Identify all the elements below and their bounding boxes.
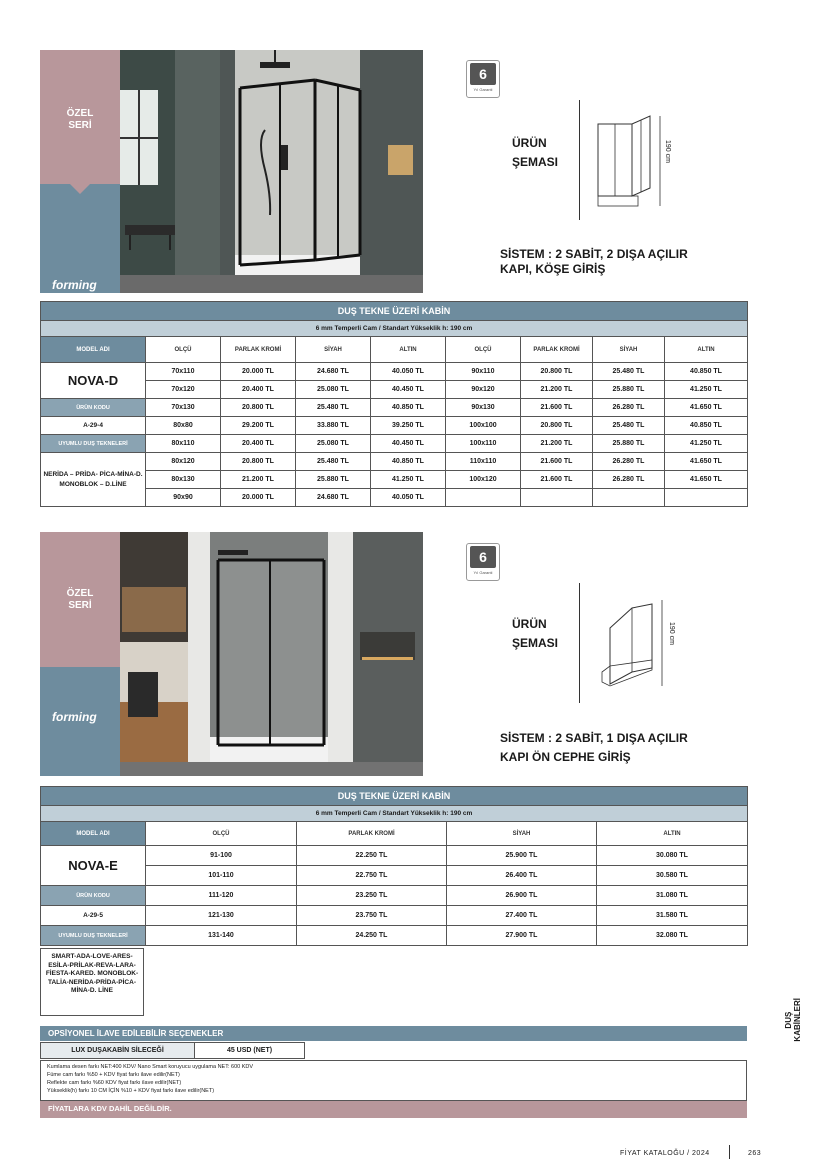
arrow-shape xyxy=(70,184,90,194)
header-black: SİYAH xyxy=(296,337,371,363)
footer-divider xyxy=(729,1145,730,1159)
options-header: OPSİYONEL İLAVE EDİLEBİLİR SEÇENEKLER xyxy=(40,1026,747,1041)
header-model: MODEL ADI xyxy=(41,337,146,363)
table-row: A-29-4 80x80 29.200 TL 33.880 TL 39.250 TL 100x100 20.800 TL 25.480 TL 40.850 TL xyxy=(41,417,748,435)
table-row: UYUMLU DUŞ TEKNELERİ 80x110 20.400 TL 25.080 TL 40.450 TL 100x110 21.200 TL 25.880 TL 41.250 TL xyxy=(41,435,748,453)
special-series-label: ÖZEL SERİ xyxy=(40,532,120,667)
height-label-1: 190 cm xyxy=(664,140,671,163)
header-model: MODEL ADI xyxy=(41,822,146,846)
table-subtitle: 6 mm Temperli Cam / Standart Yükseklik h: 190 cm xyxy=(41,806,748,822)
divider-line-2 xyxy=(579,583,580,703)
model-name: NOVA-D xyxy=(41,363,146,399)
header-gold: ALTIN xyxy=(597,822,748,846)
cabin-diagram-1 xyxy=(595,112,675,212)
table-title: DUŞ TEKNE ÜZERİ KABİN xyxy=(41,302,748,321)
header-chrome: PARLAK KROMİ xyxy=(297,822,447,846)
page-number: 263 xyxy=(748,1150,762,1157)
product-photo-2 xyxy=(120,532,423,776)
table-title: DUŞ TEKNE ÜZERİ KABİN xyxy=(41,787,748,806)
product-code: A-29-5 xyxy=(41,906,146,926)
table-subtitle: 6 mm Temperli Cam / Standart Yükseklik h: 190 cm xyxy=(41,321,748,337)
compatible-trays-label: UYUMLU DUŞ TEKNELERİ xyxy=(41,926,146,946)
special-series-label: ÖZEL SERİ xyxy=(40,50,120,184)
divider-line-1 xyxy=(579,100,580,220)
option-label: LUX DUŞAKABİN SİLECEĞİ xyxy=(40,1042,195,1059)
table-row: NOVA-D 70x110 20.000 TL 24.680 TL 40.050 TL 90x110 20.800 TL 25.480 TL 40.850 TL xyxy=(41,363,748,381)
product-code: A-29-4 xyxy=(41,417,146,435)
compatible-trays-2: SMART-ADA-LOVE-ARES-ESİLA-PRİLAK-REVA-LARA-FİESTA-KARED. MONOBLOK-TALİA-NERİDA-PRİDA-PİCA-MİNA-D. LİNE xyxy=(40,948,144,1016)
shower-cabin-photo-2 xyxy=(120,532,423,776)
side-category-label: DUŞ KABİNLERİ xyxy=(784,998,802,1042)
product-schema-label-1: ÜRÜN ŞEMASI xyxy=(512,136,559,169)
system-description-1: SİSTEM : 2 SABİT, 2 DIŞA AÇILIR KAPI, KÖŞE GİRİŞ xyxy=(500,247,688,276)
warranty-badge-2: 6 Yıl Garanti xyxy=(466,543,500,581)
system-description-2: SİSTEM : 2 SABİT, 1 DIŞA AÇILIR KAPI ÖN CEPHE GİRİŞ xyxy=(500,731,688,764)
header-chrome: PARLAK KROMİ xyxy=(221,337,296,363)
series-badge-1 xyxy=(40,50,120,293)
brand-logo: forming xyxy=(52,278,97,292)
catalog-footer: FİYAT KATALOĞU / 2024 xyxy=(620,1150,710,1157)
table-row: ÜRÜN KODU 70x130 20.800 TL 25.480 TL 40.850 TL 90x130 21.600 TL 26.280 TL 41.650 TL xyxy=(41,399,748,417)
brand-logo: forming xyxy=(52,710,97,724)
header-black: SİYAH xyxy=(447,822,597,846)
table-row: 101-110 22.750 TL 26.400 TL 30.580 TL xyxy=(41,866,748,886)
height-label-2: 190 cm xyxy=(668,622,675,645)
series-badge-2 xyxy=(40,532,120,776)
header-size-2: OLÇÜ xyxy=(446,337,521,363)
header-gold-2: ALTIN xyxy=(665,337,748,363)
product-schema-label-2: ÜRÜN ŞEMASI xyxy=(512,617,559,650)
price-table-2 xyxy=(40,786,748,946)
vat-note: FİYATLARA KDV DAHİL DEĞİLDİR. xyxy=(40,1101,747,1118)
brand-panel xyxy=(40,184,120,293)
table-row: ÜRÜN KODU 111-120 23.250 TL 26.900 TL 31.080 TL xyxy=(41,886,748,906)
header-size: OLÇÜ xyxy=(146,822,297,846)
option-item xyxy=(40,1042,747,1059)
table-row: 90x90 20.000 TL 24.680 TL 40.050 TL xyxy=(41,489,748,507)
header-black-2: SİYAH xyxy=(593,337,665,363)
table-row: 70x120 20.400 TL 25.080 TL 40.450 TL 90x120 21.200 TL 25.880 TL 41.250 TL xyxy=(41,381,748,399)
model-name: NOVA-E xyxy=(41,846,146,886)
table-row: A-29-5 121-130 23.750 TL 27.400 TL 31.580 TL xyxy=(41,906,748,926)
option-price: 45 USD (NET) xyxy=(195,1042,305,1059)
table-row: NERİDA – PRİDA- PİCA-MİNA-D. MONOBLOK – D.LİNE 80x120 20.800 TL 25.480 TL 40.850 TL 110x110 21.600 TL 26.280 TL 41.650 TL xyxy=(41,453,748,471)
price-table-1 xyxy=(40,301,748,507)
header-size: OLÇÜ xyxy=(146,337,221,363)
shower-cabin-photo-1 xyxy=(120,50,423,293)
product-photo-1 xyxy=(120,50,423,293)
product-code-label: ÜRÜN KODU xyxy=(41,886,146,906)
compatible-trays: NERİDA – PRİDA- PİCA-MİNA-D. MONOBLOK – D.LİNE xyxy=(41,453,146,507)
compatible-trays-label: UYUMLU DUŞ TEKNELERİ xyxy=(41,435,146,453)
table-row: UYUMLU DUŞ TEKNELERİ 131-140 24.250 TL 27.900 TL 32.080 TL xyxy=(41,926,748,946)
warranty-badge-1: 6 Yıl Garanti xyxy=(466,60,500,98)
header-gold: ALTIN xyxy=(371,337,446,363)
cabin-diagram-2 xyxy=(590,598,670,693)
table-row: NOVA-E 91-100 22.250 TL 25.900 TL 30.080 TL xyxy=(41,846,748,866)
options-notes: Kumlama desen farkı NET:400 KDV/ Nano Smart koruyucu uygulama NET: 600 KDV Füme cam farkı %50 + KDV fiyat farkı ilave edilir(NET) Reflekte cam farkı %60 KDV fiyat farkı ilave edilir(NET) Yükseklik(h) farkı 10 CM İÇİN %10 + KDV fiyat farkı ilave edilir(NET) xyxy=(40,1060,747,1101)
header-chrome-2: PARLAK KROMİ xyxy=(521,337,593,363)
product-code-label: ÜRÜN KODU xyxy=(41,399,146,417)
table-row: 80x130 21.200 TL 25.880 TL 41.250 TL 100x120 21.600 TL 26.280 TL 41.650 TL xyxy=(41,471,748,489)
